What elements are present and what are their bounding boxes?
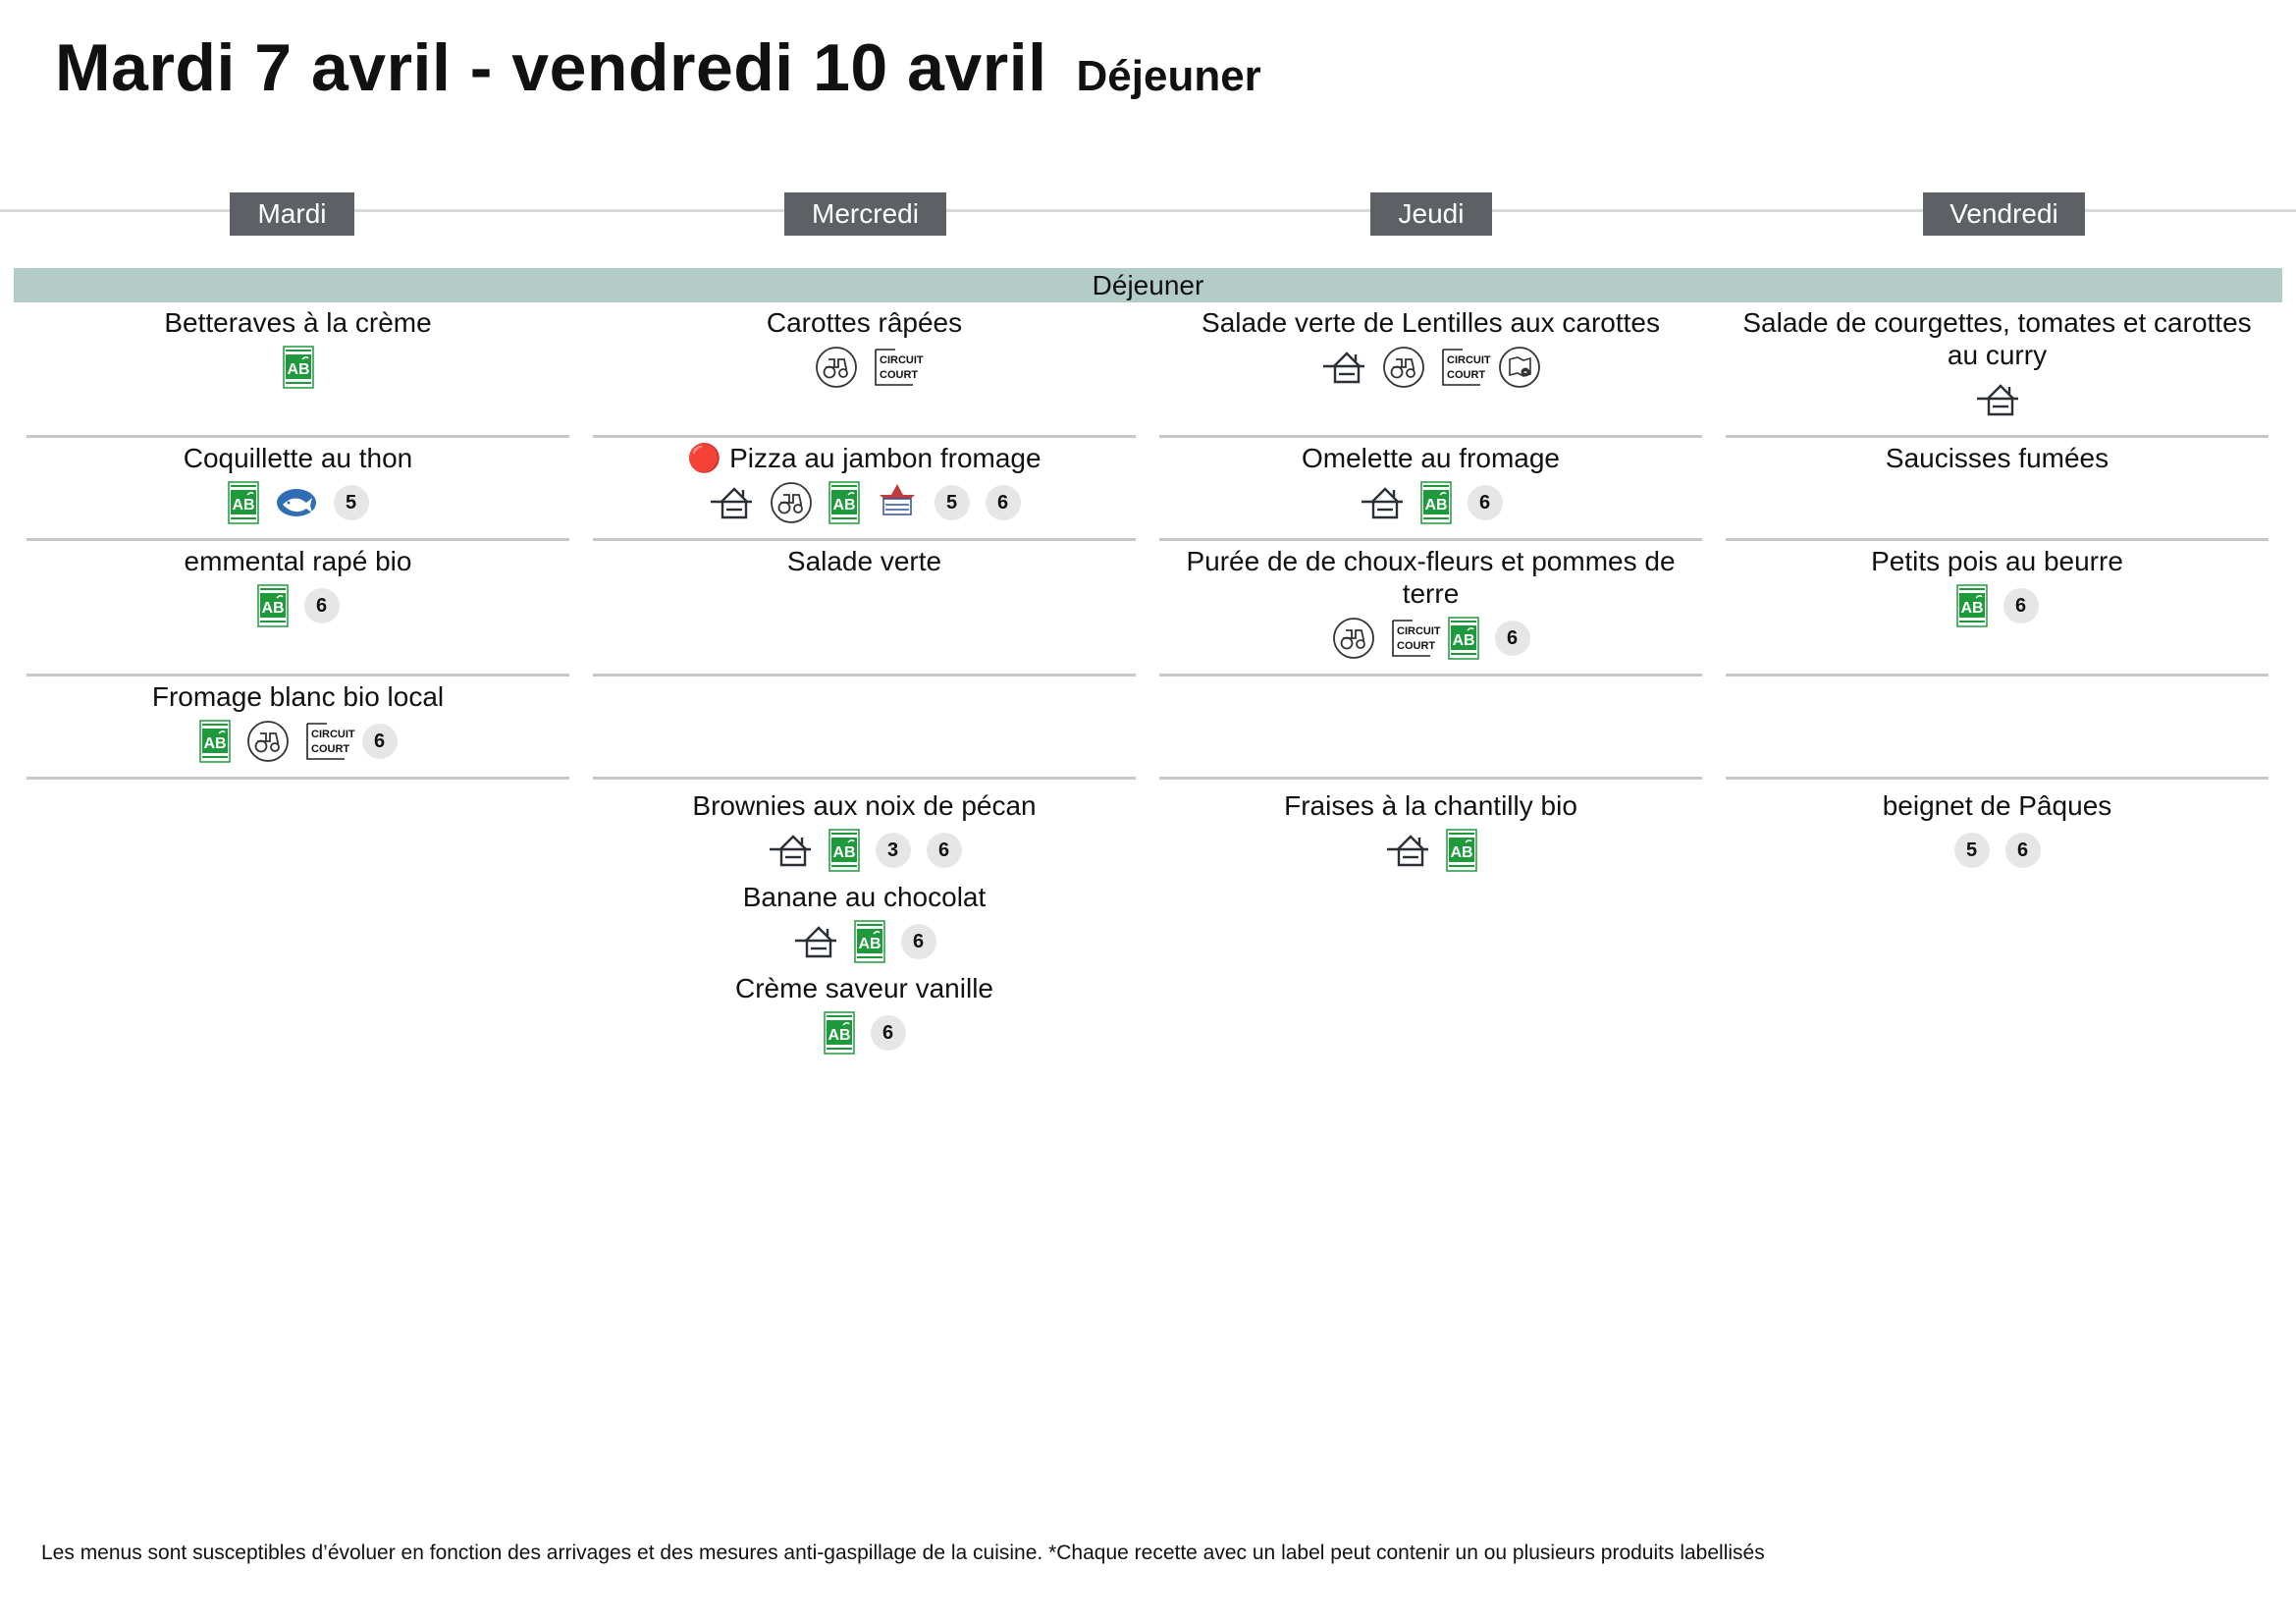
allergen-badge: 5 (1954, 833, 1990, 868)
dish-item (593, 302, 1136, 390)
column-mardi (27, 302, 569, 780)
dish-name: Salade verte (786, 546, 942, 576)
dish-labels (593, 1010, 1136, 1056)
dish-labels (593, 919, 1136, 964)
column-jeudi (1159, 302, 1702, 873)
svg-text:AB: AB (286, 361, 310, 378)
day-header-mercredi: Mercredi (784, 192, 946, 236)
allergen-badge: 5 (934, 485, 970, 520)
dish-labels (593, 480, 1136, 525)
dish-labels (593, 828, 1136, 873)
dish-name: Crème saveur vanille (735, 973, 993, 1003)
dish-labels (593, 583, 1136, 628)
dish-item (1159, 541, 1702, 661)
dish-name: Fraises à la chantilly bio (1284, 790, 1577, 821)
dish-item (1159, 302, 1702, 390)
dish-labels (1726, 828, 2269, 873)
dish-item (1726, 302, 2269, 422)
menu-cell-laitage (27, 677, 569, 780)
dish-item (593, 541, 1136, 628)
allergen-badge: 6 (2005, 833, 2041, 868)
svg-text:COURT: COURT (879, 369, 918, 381)
dish-labels (1726, 377, 2269, 422)
dish-item (1726, 438, 2269, 525)
dish-labels (1159, 616, 1702, 661)
dish-labels (1726, 480, 2269, 525)
menu-cell-dessert (1726, 785, 2269, 873)
menu-cell-plat (593, 438, 1136, 541)
column-vendredi (1726, 302, 2269, 873)
svg-text:AB: AB (857, 936, 881, 952)
allergen-badge: 6 (1468, 485, 1503, 520)
label-rouge-icon (876, 483, 919, 522)
circuit-court-icon (874, 348, 924, 387)
menu-cell-dessert (1159, 785, 1702, 873)
ab-organic-icon (1956, 584, 1988, 627)
allergen-badge: 3 (876, 833, 911, 868)
ab-organic-icon (257, 584, 289, 627)
page-title: Mardi 7 avril - vendredi 10 avril (55, 30, 1047, 105)
dish-item (27, 302, 569, 390)
dish-item (593, 785, 1136, 873)
allergen-badge: 6 (304, 588, 340, 623)
dish-name: Brownies aux noix de pécan (692, 790, 1037, 821)
dish-item (27, 541, 569, 628)
dish-labels (27, 719, 569, 764)
allergen-badge: 6 (2003, 588, 2039, 623)
day-header-vendredi: Vendredi (1923, 192, 2085, 236)
local-map-icon (1498, 346, 1541, 389)
dish-item (27, 438, 569, 525)
circuit-court-icon (305, 722, 355, 761)
dish-name: Fromage blanc bio local (151, 681, 445, 712)
dish-labels (27, 583, 569, 628)
svg-text:CIRCUIT: CIRCUIT (879, 354, 924, 366)
homemade-icon (1385, 832, 1430, 869)
dish-item (593, 877, 1136, 964)
allergen-badge: 6 (1495, 621, 1530, 656)
menu-cell-garniture (1726, 541, 2269, 677)
tractor-icon (246, 720, 290, 763)
dish-labels (593, 345, 1136, 390)
menu-cell-garniture (593, 541, 1136, 677)
allergen-badge: 6 (362, 724, 398, 759)
svg-text:AB: AB (1451, 632, 1475, 649)
dish-item (1159, 438, 1702, 525)
dish-name: beignet de Pâques (1882, 790, 2112, 821)
ab-organic-icon (828, 481, 860, 524)
ab-organic-icon (824, 1011, 855, 1055)
dish-item (27, 677, 569, 764)
dish-name: Banane au chocolat (742, 882, 987, 912)
dish-name: Carottes râpées (766, 307, 963, 338)
dish-name: emmental rapé bio (184, 546, 412, 576)
dish-item (1159, 785, 1702, 873)
homemade-icon (768, 832, 813, 869)
svg-text:AB: AB (202, 735, 227, 752)
allergen-badge: 6 (986, 485, 1021, 520)
allergen-badge: 6 (927, 833, 962, 868)
menu-cell-plat (27, 438, 569, 541)
allergen-badge: 5 (334, 485, 369, 520)
svg-text:AB: AB (260, 600, 285, 617)
svg-text:CIRCUIT: CIRCUIT (1446, 354, 1491, 366)
dish-item (593, 968, 1136, 1056)
dish-labels (1726, 583, 2269, 628)
ab-organic-icon (854, 920, 885, 963)
dish-name: Coquillette au thon (183, 443, 413, 473)
tractor-icon (770, 481, 813, 524)
menu-cell-entree (593, 302, 1136, 438)
svg-text:COURT: COURT (1446, 369, 1485, 381)
dish-labels (1159, 480, 1702, 525)
ab-organic-icon (828, 829, 860, 872)
menu-cell-garniture (27, 541, 569, 677)
menu-cell-plat (1159, 438, 1702, 541)
dish-name: 🔴 Pizza au jambon fromage (687, 443, 1041, 473)
svg-text:COURT: COURT (310, 743, 349, 755)
day-header-jeudi: Jeudi (1370, 192, 1492, 236)
column-mercredi (593, 302, 1136, 1056)
menu-cell-entree (1159, 302, 1702, 438)
svg-text:AB: AB (231, 497, 255, 514)
allergen-badge: 6 (901, 924, 936, 959)
svg-text:AB: AB (831, 497, 856, 514)
svg-text:CIRCUIT: CIRCUIT (310, 729, 355, 740)
dish-name: Betteraves à la crème (164, 307, 432, 338)
homemade-icon (1360, 484, 1405, 521)
footer-note: Les menus sont susceptibles d’évoluer en fonction des arrivages et des mesures anti-gaspillage de la cuisine. *Chaque recette avec un label peut contenir un ou plusieurs produits labellisés (41, 1542, 1765, 1564)
ab-organic-icon (1448, 617, 1479, 660)
homemade-icon (1321, 349, 1366, 386)
dish-item (593, 438, 1136, 525)
homemade-icon (1975, 381, 2020, 418)
svg-text:CIRCUIT: CIRCUIT (1396, 625, 1441, 637)
menu-cell-laitage (1726, 677, 2269, 780)
page-title-block (55, 29, 1261, 106)
ab-organic-icon (228, 481, 259, 524)
tractor-icon (1332, 617, 1375, 660)
dish-name: Purée de de choux-fleurs et pommes de terre (1186, 546, 1676, 609)
day-header-mardi: Mardi (230, 192, 354, 236)
svg-text:COURT: COURT (1396, 640, 1435, 652)
ab-organic-icon (1420, 481, 1452, 524)
allergen-badge: 6 (871, 1015, 906, 1051)
tractor-icon (815, 346, 858, 389)
homemade-icon (793, 923, 838, 960)
dish-name: Salade de courgettes, tomates et carottes au curry (1742, 307, 2252, 370)
menu-cell-plat (1726, 438, 2269, 541)
tractor-icon (1382, 346, 1425, 389)
circuit-court-icon (1441, 348, 1491, 387)
dish-name: Omelette au fromage (1301, 443, 1561, 473)
menu-cell-laitage (593, 677, 1136, 780)
msc-fish-icon (275, 486, 318, 519)
svg-text:AB: AB (831, 844, 856, 861)
dish-name: Salade verte de Lentilles aux carottes (1201, 307, 1660, 338)
menu-cell-laitage (1159, 677, 1702, 780)
dish-name: Petits pois au beurre (1871, 546, 2123, 576)
svg-text:AB: AB (1423, 497, 1448, 514)
svg-text:AB: AB (1959, 600, 1984, 617)
meal-band-dejeuner: Déjeuner (14, 268, 2282, 302)
dish-item (1726, 785, 2269, 873)
circuit-court-icon (1391, 619, 1441, 658)
ab-organic-icon (1446, 829, 1477, 872)
dish-labels (27, 345, 569, 390)
page-subtitle: Déjeuner (1076, 52, 1261, 100)
ab-organic-icon (199, 720, 231, 763)
dish-name: Saucisses fumées (1885, 443, 2109, 473)
ab-organic-icon (283, 346, 314, 389)
dish-labels (1159, 345, 1702, 390)
menu-cell-garniture (1159, 541, 1702, 677)
svg-text:AB: AB (827, 1027, 851, 1044)
dish-item (1726, 541, 2269, 628)
svg-text:AB: AB (1449, 844, 1473, 861)
menu-cell-dessert (593, 785, 1136, 1056)
homemade-icon (709, 484, 754, 521)
menu-cell-entree (27, 302, 569, 438)
dish-labels (1159, 828, 1702, 873)
dish-labels (27, 480, 569, 525)
menu-cell-entree (1726, 302, 2269, 438)
